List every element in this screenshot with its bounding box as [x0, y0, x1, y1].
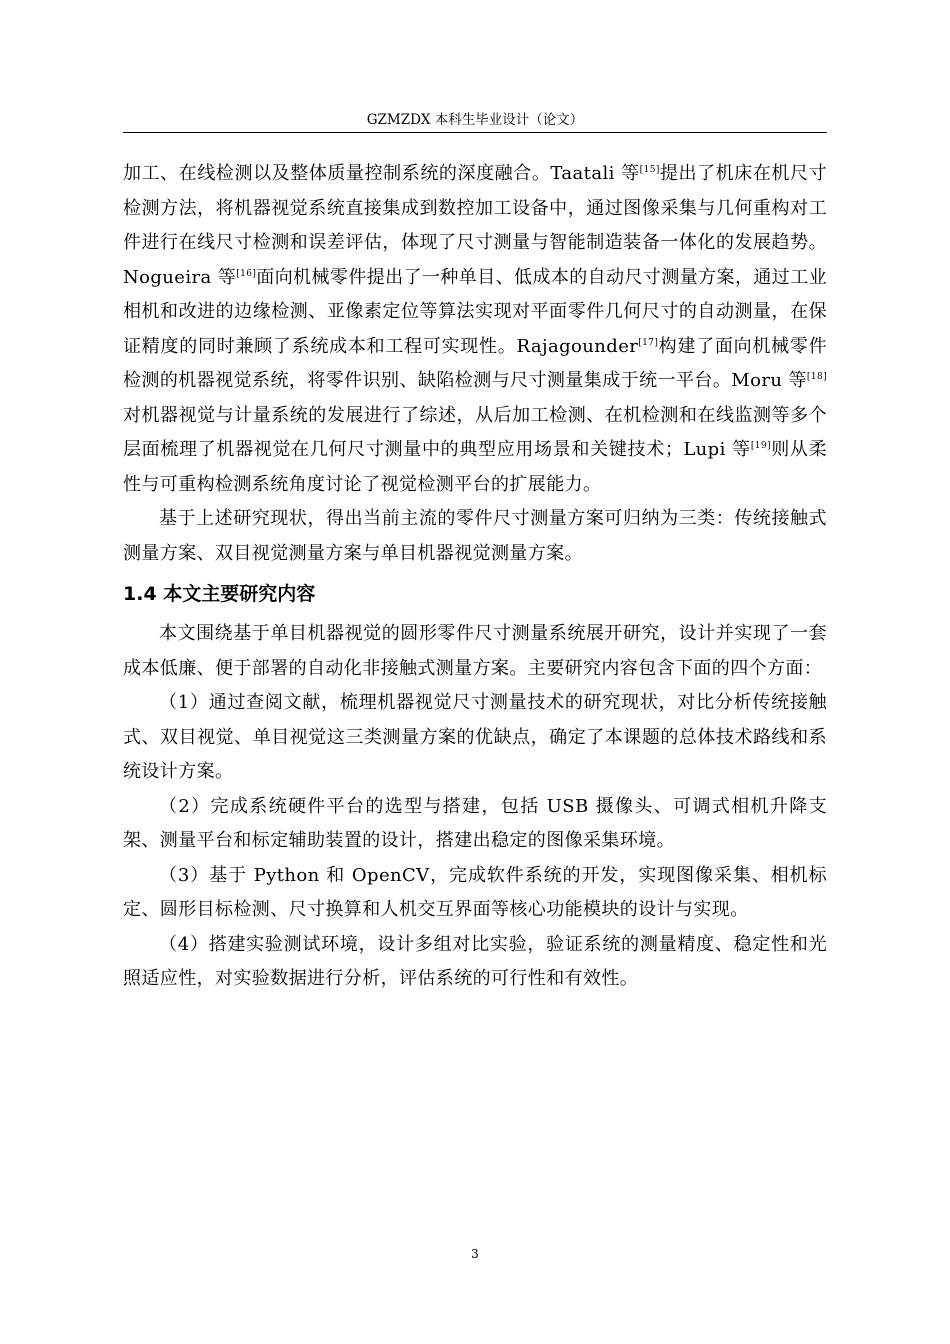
body-paragraph-summary: 基于上述研究现状，得出当前主流的零件尺寸测量方案可归纳为三类：传统接触式测量方案、双目视觉测量方案与单目机器视觉测量方案。: [123, 508, 827, 564]
header-rule: [123, 132, 827, 133]
section-heading: 1.4 本文主要研究内容: [123, 583, 316, 605]
citation-19: [19]: [750, 441, 771, 451]
citation-15: [15]: [639, 165, 660, 175]
body-paragraph-references: [123, 157, 827, 502]
research-item-1: （1）通过查阅文献，梳理机器视觉尺寸测量技术的研究现状，对比分析传统接触式、双目视觉、单目视觉这三类测量方案的优缺点，确定了本课题的总体技术路线和系统设计方案。: [123, 692, 827, 782]
page-header: GZMZDX 本科生毕业设计（论文）: [366, 112, 584, 128]
text-run: 则从柔性与可重构检测系统角度讨论了视觉检测平台的扩展能力。: [123, 439, 827, 495]
page-body: [123, 157, 827, 997]
text-run: 面向机械零件提出了一种单目、低成本的自动尺寸测量方案，通过工业相机和改进的边缘检测、亚像素定位等算法实现对平面零件几何尺寸的自动测量，在保证精度的同时兼顾了系统成本和工程可实现性。Rajagounder: [123, 266, 828, 357]
research-item-3: （3）基于 Python 和 OpenCV，完成软件系统的开发，实现图像采集、相机标定、圆形目标检测、尺寸换算和人机交互界面等核心功能模块的设计与实现。: [123, 864, 827, 920]
citation-16: [16]: [236, 268, 257, 279]
page-number: 3: [471, 1247, 479, 1261]
text-run: 构建了面向机械零件检测的机器视觉系统，将零件识别、缺陷检测与尺寸测量集成于统一平台。Moru 等: [123, 335, 827, 391]
section-intro: 本文围绕基于单目机器视觉的圆形零件尺寸测量系统展开研究，设计并实现了一套成本低廉、便于部署的自动化非接触式测量方案。主要研究内容包含下面的四个方面：: [123, 623, 827, 679]
research-item-4: （4）搭建实验测试环境，设计多组对比实验，验证系统的测量精度、稳定性和光照适应性，对实验数据进行分析，评估系统的可行性和有效性。: [123, 933, 827, 989]
citation-18: [18]: [806, 372, 827, 382]
citation-17: [17]: [638, 337, 659, 348]
research-item-2: （2）完成系统硬件平台的选型与搭建，包括 USB 摄像头、可调式相机升降支架、测量平台和标定辅助装置的设计，搭建出稳定的图像采集环境。: [123, 795, 827, 851]
text-run: 对机器视觉与计量系统的发展进行了综述，从后加工检测、在机检测和在线监测等多个层面梳理了机器视觉在几何尺寸测量中的典型应用场景和关键技术；Lupi 等: [123, 404, 827, 460]
text-run: 加工、在线检测以及整体质量控制系统的深度融合。Taatali 等: [123, 163, 640, 184]
text-run: 提出了机床在机尺寸检测方法，将机器视觉系统直接集成到数控加工设备中，通过图像采集与几何重构对工件进行在线尺寸检测和误差评估，体现了尺寸测量与智能制造装备一体化的发展趋势。Nogueira 等: [123, 163, 827, 288]
